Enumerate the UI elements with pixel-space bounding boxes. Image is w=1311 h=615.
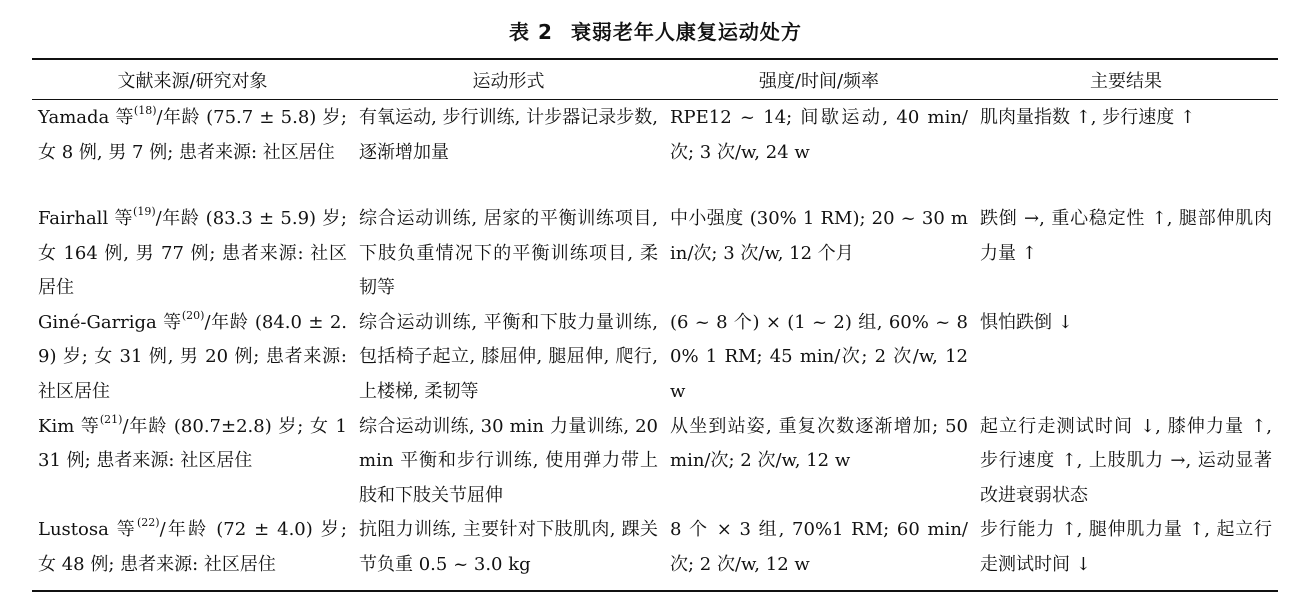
subject-info: /年龄 (75.7 ± 5.8) 岁; 女 8 例, 男 7 例; 患者来源: 社区居住 — [38, 107, 347, 163]
cell-form: 有氧运动, 步行训练, 计步器记录步数, 逐渐增加量 — [359, 107, 658, 163]
cell-intensity: 8 个 × 3 组, 70%1 RM; 60 min/次; 2 次/w, 12 w — [670, 519, 968, 575]
cell-intensity: (6 ~ 8 个) × (1 ~ 2) 组, 60% ~ 80% 1 RM; 45 min/次; 2 次/w, 12 w — [670, 311, 968, 402]
table-header-row — [32, 60, 1278, 99]
header-intensity: 强度/时间/频率 — [758, 70, 880, 92]
author: Lustosa 等 — [38, 519, 137, 540]
cell-results: 肌肉量指数 ↑, 步行速度 ↑ — [980, 107, 1196, 128]
author: Yamada 等 — [38, 107, 134, 128]
cell-form: 综合运动训练, 平衡和下肢力量训练, 包括椅子起立, 膝屈伸, 腿屈伸, 爬行, 上楼梯, 柔韧等 — [359, 311, 658, 402]
author: Fairhall 等 — [38, 208, 134, 229]
author: Giné-Garriga 等 — [38, 311, 182, 333]
subject-info: /年龄 (72 ± 4.0) 岁; 女 48 例; 患者来源: 社区居住 — [38, 519, 347, 575]
exercise-prescription-table — [32, 60, 1278, 585]
cell-intensity: 从坐到站姿, 重复次数逐渐增加; 50 min/次; 2 次/w, 12 w — [670, 415, 968, 471]
cell-intensity: RPE12 ~ 14; 间歇运动, 40 min/次; 3 次/w, 24 w — [670, 107, 968, 163]
cell-source — [32, 410, 353, 514]
cell-source — [32, 202, 353, 306]
cell-results: 跌倒 →, 重心稳定性 ↑, 腿部伸肌肉力量 ↑ — [980, 208, 1272, 264]
cell-results: 惧怕跌倒 ↓ — [980, 311, 1073, 333]
reference: (22) — [136, 516, 160, 529]
reference: (20) — [181, 308, 205, 322]
table-caption — [0, 16, 1311, 45]
table-row — [32, 99, 1278, 202]
table-row — [32, 410, 1278, 514]
author: Kim 等 — [38, 415, 100, 437]
table-row — [32, 306, 1278, 410]
table-row — [32, 513, 1278, 585]
cell-form: 抗阻力训练, 主要针对下肢肌肉, 踝关节负重 0.5 ~ 3.0 kg — [359, 519, 658, 575]
header-source: 文献来源/研究对象 — [117, 70, 268, 92]
cell-intensity: 中小强度 (30% 1 RM); 20 ~ 30 min/次; 3 次/w, 12 个月 — [670, 208, 968, 264]
header-results: 主要结果 — [1090, 70, 1162, 92]
cell-form: 综合运动训练, 居家的平衡训练项目, 下肢负重情况下的平衡训练项目, 柔韧等 — [359, 208, 658, 298]
cell-source — [32, 99, 353, 202]
cell-results: 步行能力 ↑, 腿伸肌力量 ↑, 起立行走测试时间 ↓ — [980, 519, 1272, 575]
header-form: 运动形式 — [472, 70, 545, 92]
table-number: 表 2 — [509, 20, 553, 44]
subject-info: /年龄 (84.0 ± 2.9) 岁; 女 31 例, 男 20 例; 患者来源: 社区居住 — [38, 311, 347, 402]
table-bottom-rule — [32, 590, 1278, 592]
reference: (19) — [133, 205, 156, 218]
subject-info: /年龄 (80.7±2.8) 岁; 女 131 例; 患者来源: 社区居住 — [38, 415, 347, 471]
cell-source — [32, 513, 353, 585]
reference: (18) — [133, 104, 157, 117]
subject-info: /年龄 (83.3 ± 5.9) 岁; 女 164 例, 男 77 例; 患者来源: 社区居住 — [38, 208, 347, 298]
cell-form: 综合运动训练, 30 min 力量训练, 20 min 平衡和步行训练, 使用弹力带上肢和下肢关节屈伸 — [359, 415, 658, 506]
table-row — [32, 202, 1278, 306]
reference: (21) — [99, 412, 123, 426]
table-title: 衰弱老年人康复运动处方 — [570, 20, 802, 44]
cell-results: 起立行走测试时间 ↓, 膝伸力量 ↑, 步行速度 ↑, 上肢肌力 →, 运动显著改进衰弱状态 — [980, 415, 1272, 506]
cell-source — [32, 306, 353, 410]
